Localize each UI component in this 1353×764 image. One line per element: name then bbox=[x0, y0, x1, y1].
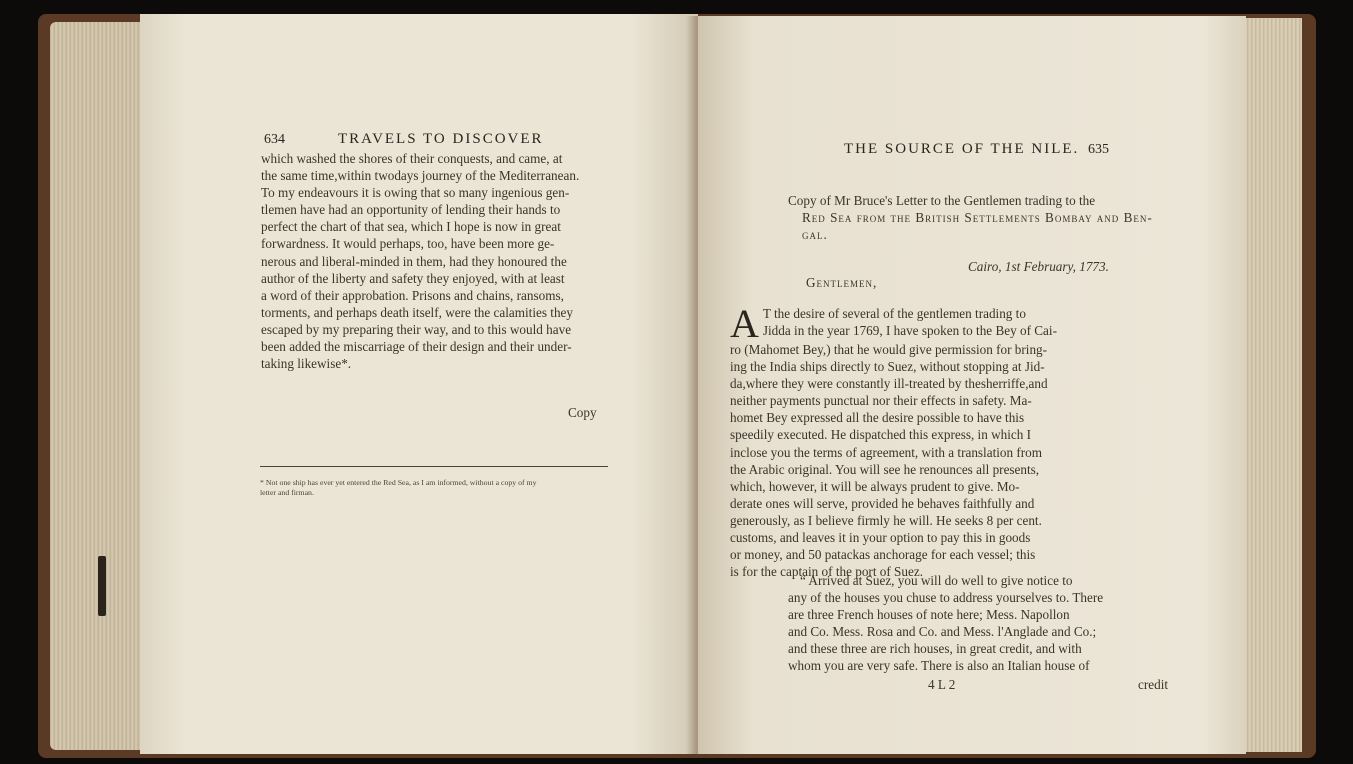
left-page bbox=[140, 14, 698, 754]
text-line: generously, as I believe firmly he will. He seeks 8 per cent. bbox=[730, 512, 1042, 528]
salutation: Gentlemen, bbox=[806, 275, 878, 290]
text-line: the same time,within twodays journey of the Mediterranean. bbox=[261, 168, 580, 184]
signature-mark: 4 L 2 bbox=[928, 677, 956, 692]
right-page bbox=[698, 16, 1246, 754]
text-line: escaped by my preparing their way, and to this would have bbox=[261, 321, 572, 337]
text-line: To my endeavours it is owing that so many ingenious gen- bbox=[261, 185, 570, 201]
text-line: homet Bey expressed all the desire possible to have this bbox=[730, 410, 1025, 426]
left-footnote bbox=[260, 478, 620, 498]
heading-line: Copy of Mr Bruce's Letter to the Gentlemen trading to the bbox=[788, 193, 1096, 208]
text-line: inclose you the terms of agreement, with a translation from bbox=[730, 444, 1043, 460]
text-line: T the desire of several of the gentlemen trading to bbox=[762, 306, 1026, 321]
text-line: are three French houses of note here; Mess. Napollon bbox=[788, 607, 1070, 623]
drop-cap: A bbox=[730, 301, 759, 346]
right-page-number: 635 bbox=[1088, 142, 1109, 157]
text-line: perfect the chart of that sea, which I hope is now in great bbox=[261, 219, 561, 235]
text-line: and Co. Mess. Rosa and Co. and Mess. l'Anglade and Co.; bbox=[788, 624, 1097, 640]
text-line: customs, and leaves it in your option to pay this in goods bbox=[730, 530, 1031, 546]
footnote-rule bbox=[260, 466, 608, 467]
text-line: any of the houses you chuse to address yourselves to. There bbox=[788, 590, 1104, 606]
heading-line: gal. bbox=[802, 227, 828, 243]
text-line: speedily executed. He dispatched this express, in which I bbox=[730, 427, 1032, 443]
text-line: is for the captain of the port of Suez. bbox=[730, 564, 923, 580]
text-line: derate ones will serve, provided he behaves faithfully and bbox=[730, 495, 1035, 511]
text-line: ro (Mahomet Bey,) that he would give permission for bring- bbox=[730, 342, 1048, 357]
bookmark-ribbon bbox=[98, 556, 106, 616]
letter-paragraph-1 bbox=[730, 301, 1142, 580]
text-line: tlemen have had an opportunity of lending their hands to bbox=[261, 202, 561, 218]
text-line: a word of their approbation. Prisons and chains, ransoms, bbox=[261, 287, 564, 303]
text-line: or money, and 50 patackas anchorage for each vessel; this bbox=[730, 547, 1036, 563]
text-line: torments, and perhaps death itself, were the calamities they bbox=[261, 304, 573, 320]
text-line: and these three are rich houses, in great credit, and with bbox=[788, 641, 1082, 657]
left-body-text bbox=[261, 150, 619, 372]
heading-line: Red Sea from the British Settlements Bombay and Ben- bbox=[802, 210, 1153, 226]
text-line: nerous and liberal-minded in them, had they honoured the bbox=[261, 253, 567, 269]
footnote-line: * Not one ship has ever yet entered the Red Sea, as I am informed, without a copy of my bbox=[260, 478, 537, 487]
letter-paragraph-2 bbox=[788, 572, 1188, 675]
footnote-line: letter and firman. bbox=[260, 488, 314, 497]
left-page-number: 634 bbox=[264, 132, 285, 147]
right-running-head: THE SOURCE OF THE NILE. bbox=[844, 141, 1080, 157]
text-line: forwardness. It would perhaps, too, have been more ge- bbox=[261, 236, 555, 252]
left-catchword: Copy bbox=[568, 405, 597, 420]
text-line: which, however, it will be always prudent to give. Mo- bbox=[730, 478, 1020, 494]
text-line: Jidda in the year 1769, I have spoken to the Bey of Cai- bbox=[762, 323, 1057, 339]
text-line: been added the miscarriage of their design and their under- bbox=[261, 339, 572, 355]
dateline: Cairo, 1st February, 1773. bbox=[968, 259, 1109, 274]
text-line: author of the liberty and safety they enjoyed, with at least bbox=[261, 270, 565, 286]
text-line: which washed the shores of their conquests, and came, at bbox=[261, 151, 563, 166]
text-line: da,where they were constantly ill-treated by thesherriffe,and bbox=[730, 376, 1048, 392]
text-line: neither payments punctual nor their effects in safety. Ma- bbox=[730, 393, 1032, 409]
right-catchword: credit bbox=[1138, 677, 1169, 692]
left-running-head: TRAVELS TO DISCOVER bbox=[338, 131, 544, 147]
page-edges-left bbox=[50, 22, 150, 750]
letter-heading bbox=[788, 192, 1153, 243]
text-line: whom you are very safe. There is also an Italian house of bbox=[788, 658, 1090, 674]
text-line: the Arabic original. You will see he renounces all presents, bbox=[730, 461, 1040, 477]
text-line: ing the India ships directly to Suez, without stopping at Jid- bbox=[730, 359, 1045, 375]
text-line: “ Arrived at Suez, you will do well to give notice to bbox=[800, 573, 1073, 588]
text-line: taking likewise*. bbox=[261, 356, 352, 372]
